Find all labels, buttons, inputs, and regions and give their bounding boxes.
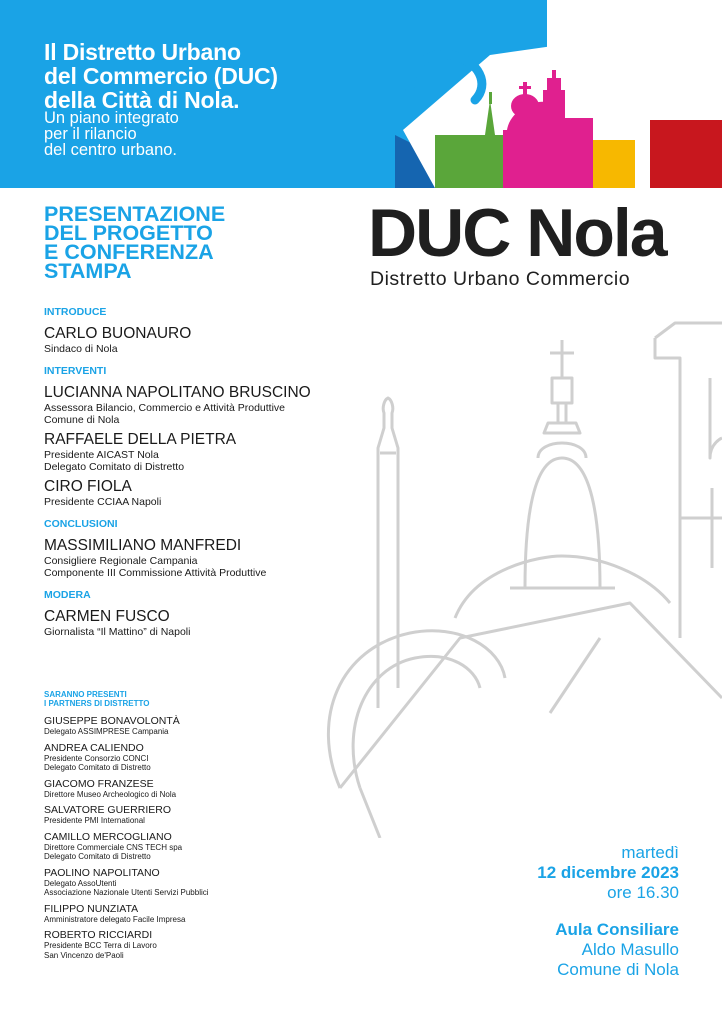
presentation-title-line: E CONFERENZA xyxy=(44,240,214,264)
section-heading: INTERVENTI xyxy=(44,365,107,377)
partner xyxy=(44,742,374,773)
program-list xyxy=(44,306,374,638)
presentation-title-line: STAMPA xyxy=(44,259,132,283)
speaker-role-line: Componente III Commissione Attività Produttive xyxy=(44,567,267,579)
speaker-name: LUCIANNA NAPOLITANO BRUSCINO xyxy=(44,384,311,401)
partner-role-line: Associazione Nazionale Utenti Servizi Pubblici xyxy=(44,888,209,897)
partner-name: ANDREA CALIENDO xyxy=(44,741,144,754)
speaker xyxy=(44,384,374,426)
speaker-role xyxy=(44,343,374,355)
partner-name: GIACOMO FRANZESE xyxy=(44,777,154,790)
speaker-role xyxy=(44,402,374,426)
partners-heading xyxy=(44,690,374,708)
presentation-title xyxy=(44,202,226,283)
event-date: 12 dicembre 2023 xyxy=(537,863,679,882)
partner xyxy=(44,804,374,826)
speaker-name: CARMEN FUSCO xyxy=(44,608,170,625)
partner xyxy=(44,715,374,737)
speaker-role-line: Presidente CCIAA Napoli xyxy=(44,496,162,508)
partner-role xyxy=(44,816,374,826)
header-title-line: Il Distretto Urbano xyxy=(44,39,241,65)
partner-role xyxy=(44,843,374,862)
speaker-name: CIRO FIOLA xyxy=(44,478,132,495)
section-heading: INTRODUCE xyxy=(44,306,107,318)
header-title xyxy=(44,40,278,112)
venue-line: Comune di Nola xyxy=(557,960,679,979)
speaker-role-line: Sindaco di Nola xyxy=(44,343,118,355)
partner-role-line: San Vincenzo de'Paoli xyxy=(44,950,124,960)
partner xyxy=(44,831,374,862)
header-subtitle xyxy=(44,110,179,158)
speaker-role xyxy=(44,555,374,579)
partner-role xyxy=(44,790,374,800)
header-subtitle-line: per il rilancio xyxy=(44,125,137,143)
partner-role-line: Presidente Consorzio CONCI xyxy=(44,753,149,763)
speaker-name: CARLO BUONAURO xyxy=(44,325,192,342)
presentation-title-line: DEL PROGETTO xyxy=(44,221,213,245)
speaker-name: MASSIMILIANO MANFREDI xyxy=(44,537,242,554)
partners-heading-line: SARANNO PRESENTI xyxy=(44,690,127,699)
header-subtitle-line: Un piano integrato xyxy=(44,109,179,127)
event-venue xyxy=(555,920,679,980)
event-time: ore 16.30 xyxy=(607,883,679,902)
speaker-role-line: Delegato Comitato di Distretto xyxy=(44,461,185,473)
logo-main: DUC Nola xyxy=(368,195,666,271)
speaker xyxy=(44,431,374,473)
speaker-role xyxy=(44,496,374,508)
section-heading: MODERA xyxy=(44,589,91,601)
partner-role xyxy=(44,754,374,773)
logo-subtitle: Distretto Urbano Commercio xyxy=(370,268,631,290)
speaker xyxy=(44,478,374,508)
speaker-role-line: Consigliere Regionale Campania xyxy=(44,555,198,567)
partner-name: ROBERTO RICCIARDI xyxy=(44,929,153,941)
partner xyxy=(44,929,374,960)
speaker xyxy=(44,608,374,638)
header-subtitle-line: del centro urbano. xyxy=(44,141,178,159)
partner xyxy=(44,903,374,925)
speaker-name: RAFFAELE DELLA PIETRA xyxy=(44,431,237,448)
partner-role-line: Direttore Commerciale CNS TECH spa xyxy=(44,842,183,852)
partner-role-line: Delegato Comitato di Distretto xyxy=(44,763,151,772)
event-day: martedì xyxy=(621,843,679,862)
partner xyxy=(44,778,374,800)
partner-role-line: Amministratore delegato Facile Impresa xyxy=(44,914,186,924)
speaker-role-line: Presidente AICAST Nola xyxy=(44,449,159,461)
partner xyxy=(44,867,374,898)
partner-name: CAMILLO MERCOGLIANO xyxy=(44,830,172,843)
partner-role-line: Presidente PMI International xyxy=(44,816,145,825)
partner-role-line: Delegato ASSIMPRESE Campania xyxy=(44,727,169,736)
header-title-line: del Commercio (DUC) xyxy=(44,63,278,89)
speaker-role-line: Assessora Bilancio, Commercio e Attività Produttive xyxy=(44,402,286,414)
speaker-role xyxy=(44,449,374,473)
partners-list xyxy=(44,690,374,960)
partner-role-line: Delegato Comitato di Distretto xyxy=(44,852,151,861)
speaker-role-line: Comune di Nola xyxy=(44,414,120,426)
venue-line: Aldo Masullo xyxy=(581,940,679,959)
partner-role xyxy=(44,941,374,960)
partner-name: SALVATORE GUERRIERO xyxy=(44,804,171,816)
partner-role xyxy=(44,727,374,737)
partner-role xyxy=(44,915,374,925)
speaker-role-line: Giornalista “Il Mattino” di Napoli xyxy=(44,626,191,638)
speaker-role xyxy=(44,626,374,638)
venue-name: Aula Consiliare xyxy=(555,920,679,939)
partner-name: PAOLINO NAPOLITANO xyxy=(44,866,160,879)
header-title-line: della Città di Nola. xyxy=(44,87,240,113)
speaker xyxy=(44,325,374,355)
partner-role-line: Presidente BCC Terra di Lavoro xyxy=(44,941,157,950)
partner-role-line: Delegato AssoUtenti xyxy=(44,878,117,888)
partner-role xyxy=(44,879,374,898)
shopping-bag-icon xyxy=(395,0,722,188)
speaker xyxy=(44,537,374,579)
presentation-title-line: PRESENTAZIONE xyxy=(44,202,226,226)
partner-name: GIUSEPPE BONAVOLONTÀ xyxy=(44,715,180,727)
event-date-time xyxy=(537,843,679,903)
section-heading: CONCLUSIONI xyxy=(44,518,118,530)
partner-name: FILIPPO NUNZIATA xyxy=(44,902,139,915)
partner-role-line: Direttore Museo Archeologico di Nola xyxy=(44,789,177,799)
partners-heading-line: I PARTNERS DI DISTRETTO xyxy=(44,699,150,708)
